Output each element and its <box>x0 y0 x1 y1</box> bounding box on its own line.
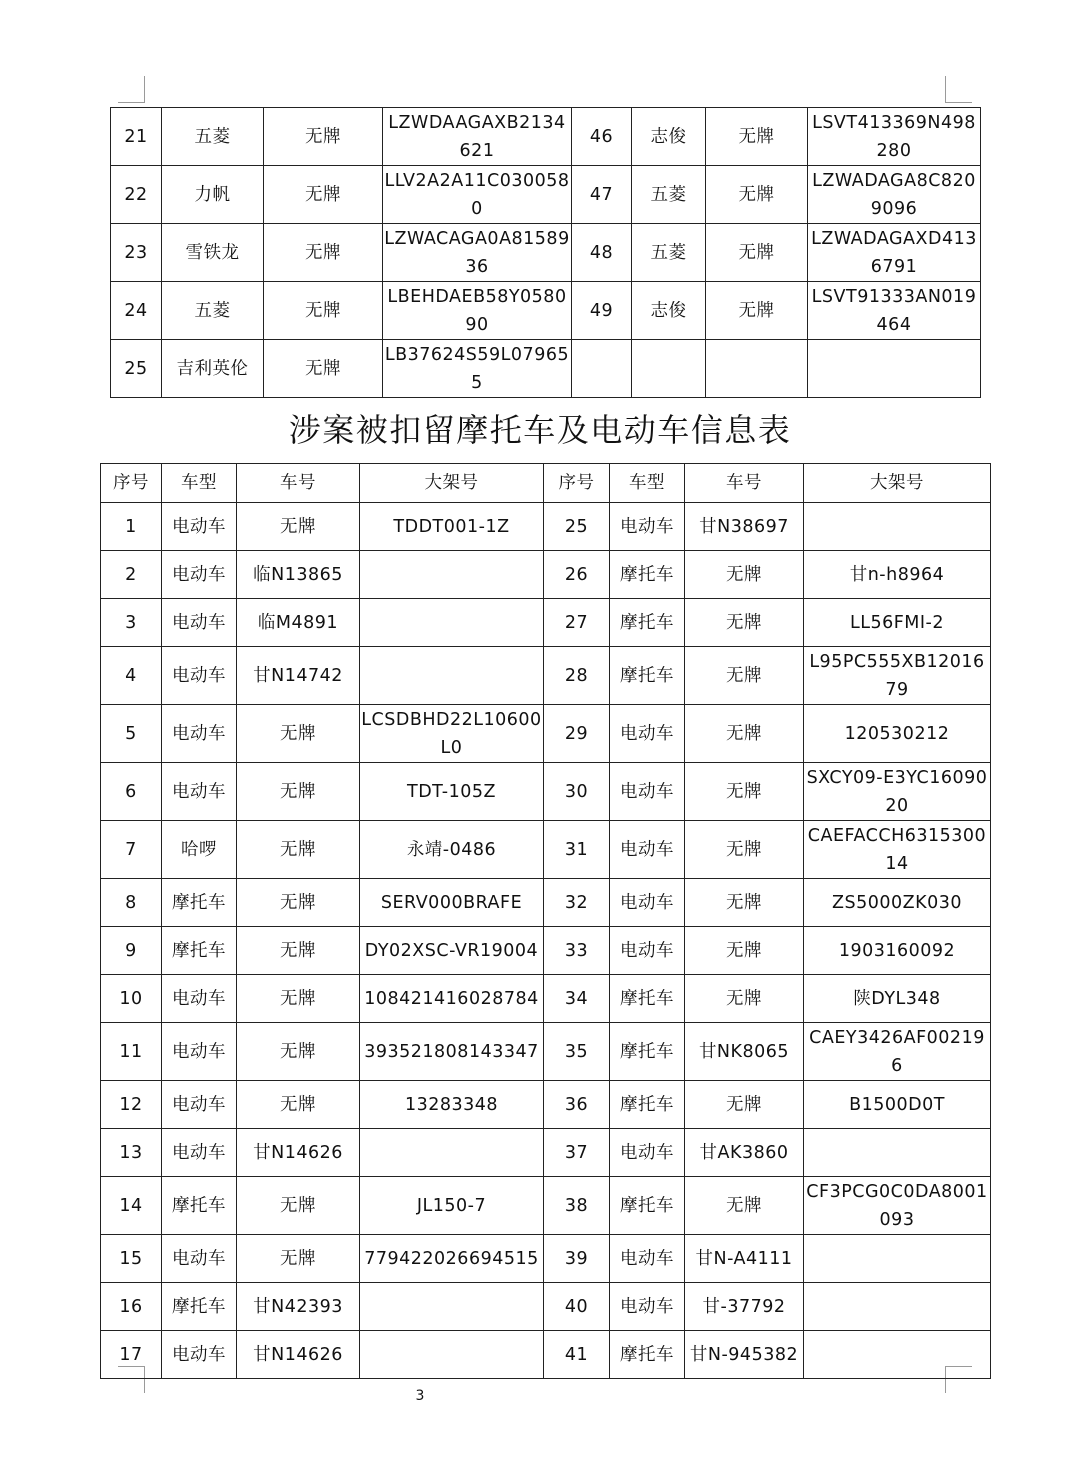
table-row <box>111 166 981 224</box>
cell-plate: 无牌 <box>237 503 360 551</box>
cell-frame-number: LSVT413369N498280 <box>808 108 981 166</box>
cell-seq: 37 <box>544 1129 610 1177</box>
cell-frame-number <box>360 1331 544 1379</box>
cell-plate: 无牌 <box>237 705 360 763</box>
header-frame-number: 大架号 <box>804 464 991 503</box>
cell-seq: 9 <box>101 927 162 975</box>
cell-seq: 14 <box>101 1177 162 1235</box>
cell-seq: 39 <box>544 1235 610 1283</box>
cell-plate: 无牌 <box>264 340 383 398</box>
cell-seq: 48 <box>572 224 632 282</box>
table-row <box>101 1283 991 1331</box>
cell-frame-number: LZWACAGA0A8158936 <box>383 224 572 282</box>
cell-frame-number: L95PC555XB1201679 <box>804 647 991 705</box>
cell-seq: 33 <box>544 927 610 975</box>
table-row <box>111 340 981 398</box>
cell-type: 哈啰 <box>162 821 237 879</box>
table-row <box>101 599 991 647</box>
cell-seq: 3 <box>101 599 162 647</box>
cell-frame-number <box>360 1283 544 1331</box>
cell-seq: 40 <box>544 1283 610 1331</box>
cell-frame-number: DY02XSC-VR19004 <box>360 927 544 975</box>
cell-frame-number: LZWDAAGAXB2134621 <box>383 108 572 166</box>
cell-plate: 甘N42393 <box>237 1283 360 1331</box>
cell-type: 雪铁龙 <box>162 224 264 282</box>
cell-frame-number: 120530212 <box>804 705 991 763</box>
cell-frame-number: LZWADAGAXD4136791 <box>808 224 981 282</box>
cell-type: 电动车 <box>162 975 237 1023</box>
cell-plate: 无牌 <box>685 599 804 647</box>
cell-frame-number: LB37624S59L079655 <box>383 340 572 398</box>
cell-seq: 47 <box>572 166 632 224</box>
header-seq: 序号 <box>544 464 610 503</box>
cell-plate: 甘N-945382 <box>685 1331 804 1379</box>
cell-type: 电动车 <box>162 599 237 647</box>
cell-type: 摩托车 <box>610 647 685 705</box>
page-number: 3 <box>415 1388 425 1404</box>
cell-type: 摩托车 <box>610 599 685 647</box>
cell-frame-number: TDDT001-1Z <box>360 503 544 551</box>
table-row <box>101 1177 991 1235</box>
cell-seq: 34 <box>544 975 610 1023</box>
cell-seq: 46 <box>572 108 632 166</box>
cell-frame-number: SXCY09-E3YC1609020 <box>804 763 991 821</box>
cell-frame-number: LLV2A2A11C0300580 <box>383 166 572 224</box>
cell-type: 电动车 <box>162 705 237 763</box>
cell-type: 五菱 <box>632 224 706 282</box>
table-row <box>101 821 991 879</box>
cell-type: 力帆 <box>162 166 264 224</box>
cell-plate: 无牌 <box>706 108 808 166</box>
cell-seq: 41 <box>544 1331 610 1379</box>
cell-seq: 22 <box>111 166 162 224</box>
cell-type: 志俊 <box>632 108 706 166</box>
cell-type: 电动车 <box>162 1235 237 1283</box>
cell-type: 电动车 <box>162 1023 237 1081</box>
header-type: 车型 <box>610 464 685 503</box>
cell-type: 电动车 <box>610 1235 685 1283</box>
cell-seq: 31 <box>544 821 610 879</box>
cell-plate: 无牌 <box>706 166 808 224</box>
cell-type: 电动车 <box>162 1129 237 1177</box>
cell-frame-number <box>804 1129 991 1177</box>
cell-seq: 6 <box>101 763 162 821</box>
cell-plate: 甘N38697 <box>685 503 804 551</box>
page-title: 涉案被扣留摩托车及电动车信息表 <box>288 411 792 449</box>
cell-frame-number <box>804 503 991 551</box>
cell-seq: 23 <box>111 224 162 282</box>
cell-frame-number: CF3PCG0C0DA8001093 <box>804 1177 991 1235</box>
cell-type: 电动车 <box>610 705 685 763</box>
cell-type: 电动车 <box>162 1081 237 1129</box>
cell-type: 摩托车 <box>610 1177 685 1235</box>
cell-frame-number: 779422026694515 <box>360 1235 544 1283</box>
table-row <box>101 1331 991 1379</box>
cell-plate: 临M4891 <box>237 599 360 647</box>
cell-seq <box>572 340 632 398</box>
cell-frame-number: 永靖-0486 <box>360 821 544 879</box>
cell-plate: 甘-37792 <box>685 1283 804 1331</box>
cell-seq: 15 <box>101 1235 162 1283</box>
header-frame-number: 大架号 <box>360 464 544 503</box>
cell-plate: 甘N-A4111 <box>685 1235 804 1283</box>
header-type: 车型 <box>162 464 237 503</box>
cell-frame-number: TDT-105Z <box>360 763 544 821</box>
cell-plate: 无牌 <box>706 282 808 340</box>
cell-type: 摩托车 <box>162 1177 237 1235</box>
table-row <box>101 1129 991 1177</box>
cell-plate: 无牌 <box>237 879 360 927</box>
cell-seq: 5 <box>101 705 162 763</box>
table-row <box>111 224 981 282</box>
cell-frame-number <box>360 599 544 647</box>
cell-plate: 甘NK8065 <box>685 1023 804 1081</box>
cell-frame-number: 甘n-h8964 <box>804 551 991 599</box>
cell-plate: 甘N14742 <box>237 647 360 705</box>
cell-seq: 8 <box>101 879 162 927</box>
cell-plate: 无牌 <box>706 224 808 282</box>
cell-plate: 无牌 <box>237 1081 360 1129</box>
cell-frame-number: 108421416028784 <box>360 975 544 1023</box>
cell-type: 摩托车 <box>610 975 685 1023</box>
cell-seq: 35 <box>544 1023 610 1081</box>
cell-plate: 无牌 <box>237 763 360 821</box>
cell-frame-number <box>360 551 544 599</box>
cell-frame-number: 陕DYL348 <box>804 975 991 1023</box>
cell-frame-number: ZS5000ZK030 <box>804 879 991 927</box>
cell-plate: 无牌 <box>685 705 804 763</box>
cell-seq: 36 <box>544 1081 610 1129</box>
cell-plate: 甘N14626 <box>237 1331 360 1379</box>
table-row <box>101 763 991 821</box>
cell-type: 电动车 <box>610 763 685 821</box>
cell-type: 五菱 <box>162 282 264 340</box>
cell-plate: 无牌 <box>685 975 804 1023</box>
table-row <box>101 1081 991 1129</box>
cell-frame-number: 1903160092 <box>804 927 991 975</box>
cell-seq: 49 <box>572 282 632 340</box>
cell-type: 摩托车 <box>162 879 237 927</box>
cell-plate: 无牌 <box>685 1081 804 1129</box>
cell-frame-number: CAEY3426AF002196 <box>804 1023 991 1081</box>
cell-frame-number: 13283348 <box>360 1081 544 1129</box>
cell-seq: 25 <box>544 503 610 551</box>
cell-frame-number: SERV000BRAFE <box>360 879 544 927</box>
table-row <box>101 1023 991 1081</box>
cell-plate: 无牌 <box>685 879 804 927</box>
cell-plate: 无牌 <box>685 821 804 879</box>
cell-seq: 4 <box>101 647 162 705</box>
cell-plate: 甘N14626 <box>237 1129 360 1177</box>
cell-seq: 2 <box>101 551 162 599</box>
cell-seq: 1 <box>101 503 162 551</box>
cell-frame-number <box>360 647 544 705</box>
cell-type: 吉利英伦 <box>162 340 264 398</box>
cell-type: 摩托车 <box>162 1283 237 1331</box>
cell-type <box>632 340 706 398</box>
table-row <box>111 282 981 340</box>
cell-plate: 无牌 <box>237 975 360 1023</box>
cell-plate: 无牌 <box>685 551 804 599</box>
crop-mark-top-right <box>945 76 972 103</box>
cell-frame-number: B1500D0T <box>804 1081 991 1129</box>
cell-type: 摩托车 <box>610 1081 685 1129</box>
cell-seq: 16 <box>101 1283 162 1331</box>
cell-frame-number: CAEFACCH631530014 <box>804 821 991 879</box>
cell-plate: 甘AK3860 <box>685 1129 804 1177</box>
cell-plate: 无牌 <box>264 166 383 224</box>
cell-type: 摩托车 <box>610 551 685 599</box>
cell-type: 电动车 <box>162 551 237 599</box>
continued-vehicle-table <box>110 107 981 398</box>
cell-type: 电动车 <box>610 1129 685 1177</box>
cell-type: 电动车 <box>162 763 237 821</box>
table-row <box>101 1235 991 1283</box>
crop-mark-top-left <box>118 76 145 103</box>
table-row <box>101 705 991 763</box>
motorcycle-ebike-table <box>100 463 991 1379</box>
cell-frame-number: LBEHDAEB58Y058090 <box>383 282 572 340</box>
table-header-row <box>101 464 991 503</box>
cell-frame-number: LCSDBHD22L10600L0 <box>360 705 544 763</box>
cell-type: 摩托车 <box>162 927 237 975</box>
cell-type: 电动车 <box>610 503 685 551</box>
cell-frame-number <box>804 1283 991 1331</box>
cell-plate: 无牌 <box>237 821 360 879</box>
cell-frame-number: JL150-7 <box>360 1177 544 1235</box>
cell-seq: 38 <box>544 1177 610 1235</box>
cell-seq: 28 <box>544 647 610 705</box>
cell-frame-number <box>804 1331 991 1379</box>
table-row <box>101 551 991 599</box>
table-row <box>101 503 991 551</box>
cell-plate: 无牌 <box>685 647 804 705</box>
cell-seq: 10 <box>101 975 162 1023</box>
cell-type: 五菱 <box>632 166 706 224</box>
cell-frame-number <box>360 1129 544 1177</box>
cell-plate: 无牌 <box>264 108 383 166</box>
cell-plate <box>706 340 808 398</box>
cell-seq: 11 <box>101 1023 162 1081</box>
cell-type: 电动车 <box>610 1283 685 1331</box>
cell-type: 电动车 <box>610 927 685 975</box>
table-row <box>101 927 991 975</box>
cell-seq: 25 <box>111 340 162 398</box>
cell-seq: 12 <box>101 1081 162 1129</box>
cell-seq: 13 <box>101 1129 162 1177</box>
cell-frame-number: 393521808143347 <box>360 1023 544 1081</box>
cell-plate: 无牌 <box>685 763 804 821</box>
cell-seq: 30 <box>544 763 610 821</box>
cell-seq: 26 <box>544 551 610 599</box>
header-seq: 序号 <box>101 464 162 503</box>
cell-type: 电动车 <box>162 647 237 705</box>
cell-plate: 无牌 <box>237 1023 360 1081</box>
cell-frame-number: LSVT91333AN019464 <box>808 282 981 340</box>
cell-type: 五菱 <box>162 108 264 166</box>
cell-seq: 32 <box>544 879 610 927</box>
table-row <box>101 879 991 927</box>
cell-type: 电动车 <box>610 821 685 879</box>
cell-type: 电动车 <box>162 503 237 551</box>
cell-type: 志俊 <box>632 282 706 340</box>
header-plate: 车号 <box>237 464 360 503</box>
cell-type: 电动车 <box>610 879 685 927</box>
cell-seq: 17 <box>101 1331 162 1379</box>
table-row <box>111 108 981 166</box>
cell-frame-number: LL56FMI-2 <box>804 599 991 647</box>
cell-frame-number: LZWADAGA8C8209096 <box>808 166 981 224</box>
header-plate: 车号 <box>685 464 804 503</box>
cell-plate: 无牌 <box>237 1177 360 1235</box>
table-row <box>101 975 991 1023</box>
cell-plate: 无牌 <box>264 224 383 282</box>
cell-frame-number <box>808 340 981 398</box>
cell-seq: 29 <box>544 705 610 763</box>
cell-frame-number <box>804 1235 991 1283</box>
cell-type: 电动车 <box>162 1331 237 1379</box>
cell-plate: 无牌 <box>237 927 360 975</box>
cell-type: 摩托车 <box>610 1331 685 1379</box>
cell-plate: 无牌 <box>685 1177 804 1235</box>
table-row <box>101 647 991 705</box>
cell-seq: 27 <box>544 599 610 647</box>
cell-plate: 临N13865 <box>237 551 360 599</box>
cell-plate: 无牌 <box>264 282 383 340</box>
cell-seq: 24 <box>111 282 162 340</box>
cell-seq: 7 <box>101 821 162 879</box>
cell-plate: 无牌 <box>237 1235 360 1283</box>
cell-seq: 21 <box>111 108 162 166</box>
cell-plate: 无牌 <box>685 927 804 975</box>
cell-type: 摩托车 <box>610 1023 685 1081</box>
